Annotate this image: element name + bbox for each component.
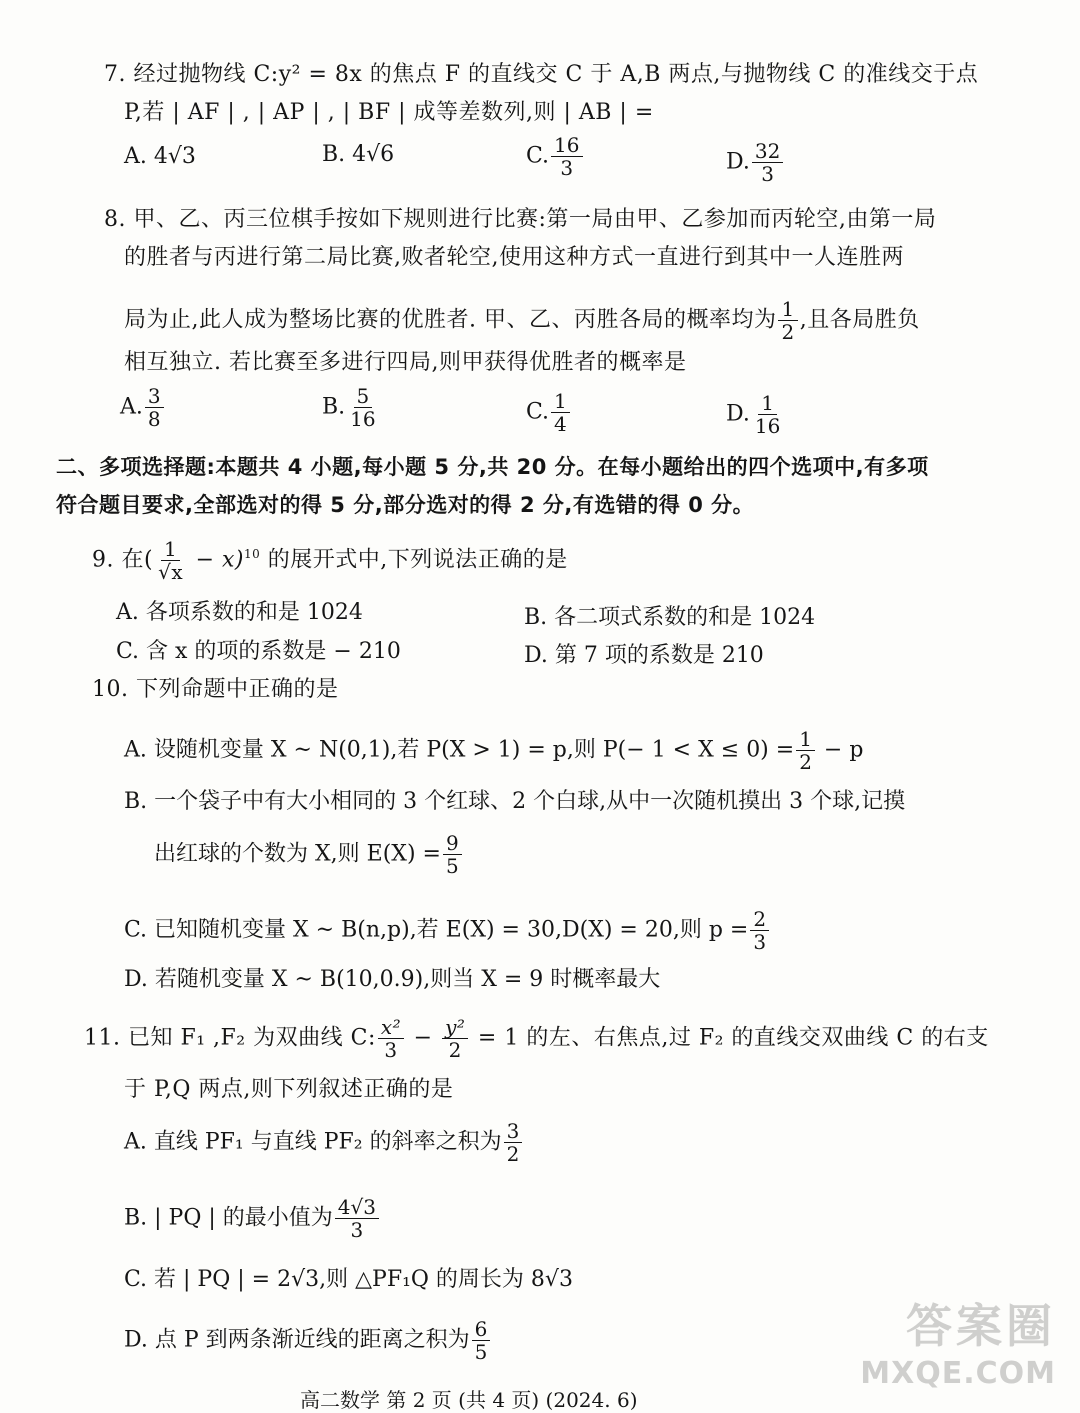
q7-option-d: D. $\frac{32}{3}$: [726, 140, 785, 185]
q10-option-b-line2: 出红球的个数为 X,则 E(X) = $\frac{9}{5}$: [154, 832, 464, 877]
q7-option-c: C. $\frac{16}{3}$: [526, 134, 585, 179]
q11-option-a: A. 直线 PF₁ 与直线 PF₂ 的斜率之积为 $\frac{3}{2}$: [124, 1120, 524, 1165]
watermark-logo: [860, 1290, 1056, 1391]
q9-option-b: B. 各二项式系数的和是 1024: [524, 605, 816, 630]
q8-stem-line4: 相互独立. 若比赛至多进行四局,则甲获得优胜者的概率是: [124, 350, 687, 375]
q9-option-d: D. 第 7 项的系数是 210: [524, 643, 764, 668]
q8-stem-line3: 局为止,此人成为整场比赛的优胜者. 甲、乙、丙胜各局的概率均为 $\frac{1}{2}$ ,且各局胜负: [124, 297, 920, 344]
q11-stem-line2: 于 P,Q 两点,则下列叙述正确的是: [124, 1077, 454, 1102]
section2-heading-line2: 符合题目要求,全部选对的得 5 分,部分选对的得 2 分,有选错的得 0 分。: [56, 493, 755, 517]
q10-stem: 10. 下列命题中正确的是: [92, 677, 339, 702]
q10-option-b-line1: B. 一个袋子中有大小相同的 3 个红球、2 个白球,从中一次随机摸出 3 个球,记摸: [124, 789, 906, 814]
q8-stem-line2: 的胜者与丙进行第二局比赛,败者轮空,使用这种方式一直进行到其中一人连胜两: [124, 245, 904, 270]
q8-option-c: C. $\frac{1}{4}$: [526, 390, 572, 435]
q8-stem-line1: 8. 甲、乙、丙三位棋手按如下规则进行比赛:第一局由甲、乙参加而丙轮空,由第一局: [104, 207, 937, 232]
q8-option-a: A. $\frac{3}{8}$: [120, 385, 166, 430]
q7-option-b: B. 4√6: [322, 142, 395, 167]
watermark-chinese: 答案圈: [906, 1299, 1056, 1353]
q9-stem: 9. 在( $\frac{1}{√x}$ − x)$^{10}$ 的展开式中,下列说法正确的是: [92, 537, 568, 584]
q11-option-d: D. 点 P 到两条渐近线的距离之积为 $\frac{6}{5}$: [124, 1318, 492, 1363]
q10-option-d: D. 若随机变量 X ~ B(10,0.9),则当 X = 9 时概率最大: [124, 967, 661, 992]
q7-stem-line2: P,若 | AF | , | AP | , | BF | 成等差数列,则 | AB | =: [124, 100, 654, 125]
q11-option-b: B. | PQ | 的最小值为 $\frac{4√3}{3}$: [124, 1196, 381, 1241]
q11-option-c: C. 若 | PQ | = 2√3,则 △PF₁Q 的周长为 8√3: [124, 1267, 573, 1292]
q8-option-b: B. $\frac{5}{16}$: [322, 384, 376, 431]
q11-stem-line1: 11. 已知 F₁ ,F₂ 为双曲线 C: $\frac{\text{x²}}{3}$ − $\frac{\text{y²}}{2}$ = 1 的左、右焦点,过 F₂ 的直线交双曲线 C 的右支: [84, 1015, 989, 1062]
q10-option-c: C. 已知随机变量 X ~ B(n,p),若 E(X) = 30,D(X) = 20,则 p = $\frac{2}{3}$: [124, 908, 771, 953]
q7-stem-line1: 7. 经过抛物线 C:y² = 8x 的焦点 F 的直线交 C 于 A,B 两点,与抛物线 C 的准线交于点: [104, 62, 979, 87]
q8-option-d: D. $\frac{1}{16}$: [726, 391, 781, 438]
q9-option-a: A. 各项系数的和是 1024: [116, 600, 363, 625]
q7-option-a: A. 4√3: [124, 144, 196, 169]
watermark-url: MXQE.COM: [860, 1356, 1056, 1391]
section2-heading-line1: 二、多项选择题:本题共 4 小题,每小题 5 分,共 20 分。在每小题给出的四个选项中,有多项: [56, 455, 929, 479]
q10-option-a: A. 设随机变量 X ~ N(0,1),若 P(X > 1) = p,则 P(− 1 < X ≤ 0) = $\frac{1}{2}$ − p: [124, 727, 864, 774]
page-footer: 高二数学 第 2 页 (共 4 页) (2024. 6): [300, 1388, 638, 1412]
q9-option-c: C. 含 x 的项的系数是 − 210: [116, 639, 401, 664]
